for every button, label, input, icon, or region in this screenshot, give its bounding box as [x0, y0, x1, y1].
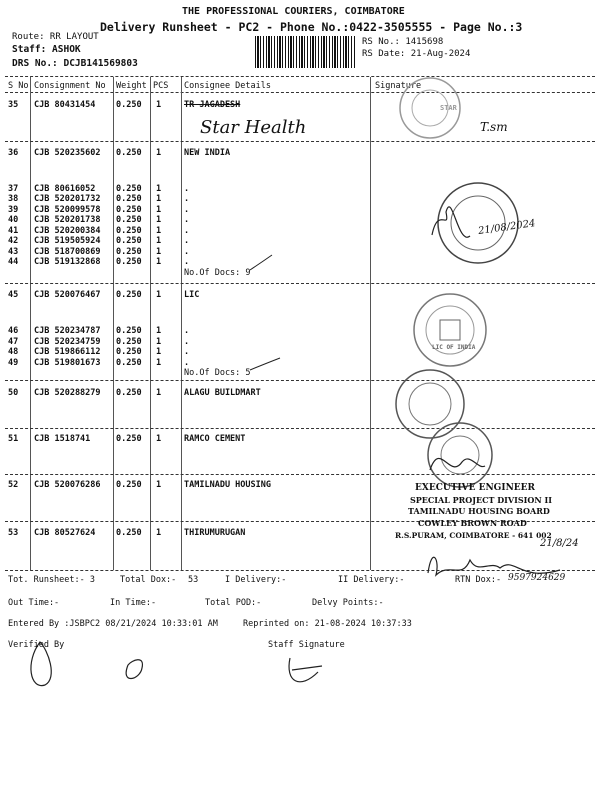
docs-count: No.Of Docs: 5 [184, 368, 251, 378]
docs-count: No.Of Docs: 9 [184, 268, 251, 278]
ramco-stamp-inner [441, 436, 479, 474]
rtn-dox-label: RTN Dox:- [455, 575, 502, 585]
check-mark [250, 255, 272, 270]
cell-weight: 0.250 [116, 480, 142, 490]
verified-by: Verified By [8, 640, 65, 650]
col-header-consignee: Consignee Details [184, 81, 271, 91]
cell-sno: 37 [8, 184, 19, 194]
cell-pcs: 1 [156, 434, 162, 444]
cell-consignment: CJB 520234759 [34, 337, 101, 347]
cell-weight: 0.250 [116, 215, 142, 225]
reprinted-on: Reprinted on: 21-08-2024 10:37:33 [243, 619, 412, 629]
cell-sno: 42 [8, 236, 19, 246]
handwritten-initials: T.sm [480, 120, 508, 134]
cell-pcs: 1 [156, 257, 162, 267]
cell-consignee: . [184, 184, 190, 194]
rs-date: RS Date: 21-Aug-2024 [362, 49, 471, 59]
cell-consignment: CJB 520076286 [34, 480, 101, 490]
cell-sno: 35 [8, 100, 19, 110]
cell-sno: 41 [8, 226, 19, 236]
cell-weight: 0.250 [116, 236, 142, 246]
cell-consignee: . [184, 205, 190, 215]
cell-consignment: CJB 520235602 [34, 148, 101, 158]
cell-consignment: CJB 520288279 [34, 388, 101, 398]
cell-pcs: 1 [156, 100, 162, 110]
cell-weight: 0.250 [116, 337, 142, 347]
cell-consignee: . [184, 226, 190, 236]
stamp-line: SPECIAL PROJECT DIVISION II [410, 495, 552, 505]
col-header-sno: S No [8, 81, 29, 91]
cell-pcs: 1 [156, 290, 162, 300]
total-dox-label: Total Dox:- [120, 575, 177, 585]
cell-weight: 0.250 [116, 290, 142, 300]
cell-sno: 46 [8, 326, 19, 336]
cell-consignee: . [184, 347, 190, 357]
cell-pcs: 1 [156, 194, 162, 204]
in-time: In Time:- [110, 598, 157, 608]
cell-consignee: NEW INDIA [184, 148, 231, 158]
cell-consignment: CJB 520200384 [34, 226, 101, 236]
entered-by: Entered By :JSBPC2 08/21/2024 10:33:01 AM [8, 619, 218, 629]
cell-sno: 47 [8, 337, 19, 347]
cell-pcs: 1 [156, 205, 162, 215]
handwritten-date: 21/8/24 [540, 538, 579, 549]
cell-consignee: . [184, 236, 190, 246]
cell-consignee: . [184, 257, 190, 267]
cell-weight: 0.250 [116, 347, 142, 357]
staff: Staff: ASHOK [12, 44, 81, 55]
cell-consignee: . [184, 247, 190, 257]
out-time: Out Time:- [8, 598, 60, 608]
cell-sno: 45 [8, 290, 19, 300]
cell-pcs: 1 [156, 337, 162, 347]
cell-weight: 0.250 [116, 194, 142, 204]
cell-consignment: CJB 520099578 [34, 205, 101, 215]
delivery-points: Delvy Points:- [312, 598, 384, 608]
rs-number: RS No.: 1415698 [362, 37, 444, 47]
rtn-dox-value: 9597924629 [508, 573, 566, 583]
cell-weight: 0.250 [116, 205, 142, 215]
signature-scribble [430, 458, 485, 470]
cell-pcs: 1 [156, 528, 162, 538]
staff-signature-label: Staff Signature [268, 640, 345, 650]
cell-consignee: LIC [184, 290, 200, 300]
cell-weight: 0.250 [116, 257, 142, 267]
runsheet-title: Delivery Runsheet - PC2 - Phone No.:0422-3505555 - Page No.:3 [100, 20, 523, 34]
cell-weight: 0.250 [116, 358, 142, 368]
cell-pcs: 1 [156, 247, 162, 257]
cell-sno: 36 [8, 148, 19, 158]
col-header-consignment: Consignment No [34, 81, 106, 91]
star-stamp-text: STAR [440, 104, 457, 112]
cell-consignee: RAMCO CEMENT [184, 434, 246, 444]
ramco-stamp [428, 423, 492, 487]
cell-consignee: . [184, 326, 190, 336]
cell-sno: 38 [8, 194, 19, 204]
col-header-pcs: PCS [153, 81, 169, 91]
alagu-stamp [396, 370, 464, 438]
cell-consignment: CJB 519801673 [34, 358, 101, 368]
stamp-line: TAMILNADU HOUSING BOARD [408, 506, 550, 516]
cell-consignee: . [184, 215, 190, 225]
cell-pcs: 1 [156, 480, 162, 490]
staff-signature-scribble [289, 658, 322, 682]
cell-consignee: ALAGU BUILDMART [184, 388, 261, 398]
cell-consignment: CJB 80616052 [34, 184, 96, 194]
initials-signature [126, 660, 142, 679]
cell-pcs: 1 [156, 326, 162, 336]
cell-pcs: 1 [156, 347, 162, 357]
cell-sno: 40 [8, 215, 19, 225]
cell-weight: 0.250 [116, 326, 142, 336]
cell-weight: 0.250 [116, 388, 142, 398]
cell-pcs: 1 [156, 215, 162, 225]
cell-weight: 0.250 [116, 184, 142, 194]
cell-weight: 0.250 [116, 226, 142, 236]
i-delivery: I Delivery:- [225, 575, 287, 585]
cell-consignee: THIRUMURUGAN [184, 528, 246, 538]
cell-sno: 39 [8, 205, 19, 215]
cell-sno: 50 [8, 388, 19, 398]
cell-consignee: TR JAGADESH [184, 100, 241, 110]
cell-sno: 48 [8, 347, 19, 357]
handwritten-date: 21/08/2024 [477, 218, 537, 237]
stamp-line: EXECUTIVE ENGINEER [415, 483, 536, 493]
alagu-stamp-inner [409, 383, 451, 425]
cell-consignee: . [184, 337, 190, 347]
cell-sno: 51 [8, 434, 19, 444]
cell-consignment: CJB 80431454 [34, 100, 96, 110]
col-header-weight: Weight [116, 81, 147, 91]
cell-consignment: CJB 519505924 [34, 236, 101, 246]
cell-pcs: 1 [156, 226, 162, 236]
cell-weight: 0.250 [116, 528, 142, 538]
ii-delivery: II Delivery:- [338, 575, 405, 585]
cell-sno: 49 [8, 358, 19, 368]
cell-sno: 43 [8, 247, 19, 257]
cell-pcs: 1 [156, 358, 162, 368]
cell-consignment: CJB 520201738 [34, 215, 101, 225]
cell-weight: 0.250 [116, 434, 142, 444]
cell-weight: 0.250 [116, 100, 142, 110]
total-runsheet: Tot. Runsheet:- 3 [8, 575, 95, 585]
cell-consignee: . [184, 194, 190, 204]
cell-weight: 0.250 [116, 148, 142, 158]
cell-weight: 0.250 [116, 247, 142, 257]
cell-sno: 52 [8, 480, 19, 490]
route: Route: RR LAYOUT [12, 32, 99, 42]
cell-consignee: . [184, 358, 190, 368]
cell-pcs: 1 [156, 184, 162, 194]
lic-stamp-text: LIC OF INDIA [432, 344, 476, 351]
company-name: THE PROFESSIONAL COURIERS, COIMBATORE [182, 6, 405, 17]
cell-pcs: 1 [156, 236, 162, 246]
handwritten-note: Star Health [200, 117, 307, 138]
col-header-signature: Signature [375, 81, 422, 91]
cell-consignment: CJB 520201732 [34, 194, 101, 204]
stamp-line: COWLEY BROWN ROAD [418, 518, 527, 528]
stamp-line: R.S.PURAM, COIMBATORE - 641 002 [395, 531, 552, 540]
cell-consignment: CJB 518700869 [34, 247, 101, 257]
cell-consignment: CJB 520076467 [34, 290, 101, 300]
cell-consignee: TAMILNADU HOUSING [184, 480, 271, 490]
total-pod: Total POD:- [205, 598, 262, 608]
check-mark [250, 358, 280, 370]
cell-pcs: 1 [156, 388, 162, 398]
lic-logo-box [440, 320, 460, 340]
cell-consignment: CJB 80527624 [34, 528, 96, 538]
cell-consignment: CJB 519866112 [34, 347, 101, 357]
cell-consignment: CJB 1518741 [34, 434, 91, 444]
cell-sno: 53 [8, 528, 19, 538]
cell-pcs: 1 [156, 148, 162, 158]
cell-consignment: CJB 520234787 [34, 326, 101, 336]
cell-sno: 44 [8, 257, 19, 267]
cell-consignment: CJB 519132868 [34, 257, 101, 267]
total-dox-value: 53 [188, 575, 199, 585]
lic-stamp [414, 294, 486, 366]
drs-number: DRS No.: DCJB141569803 [12, 58, 138, 69]
